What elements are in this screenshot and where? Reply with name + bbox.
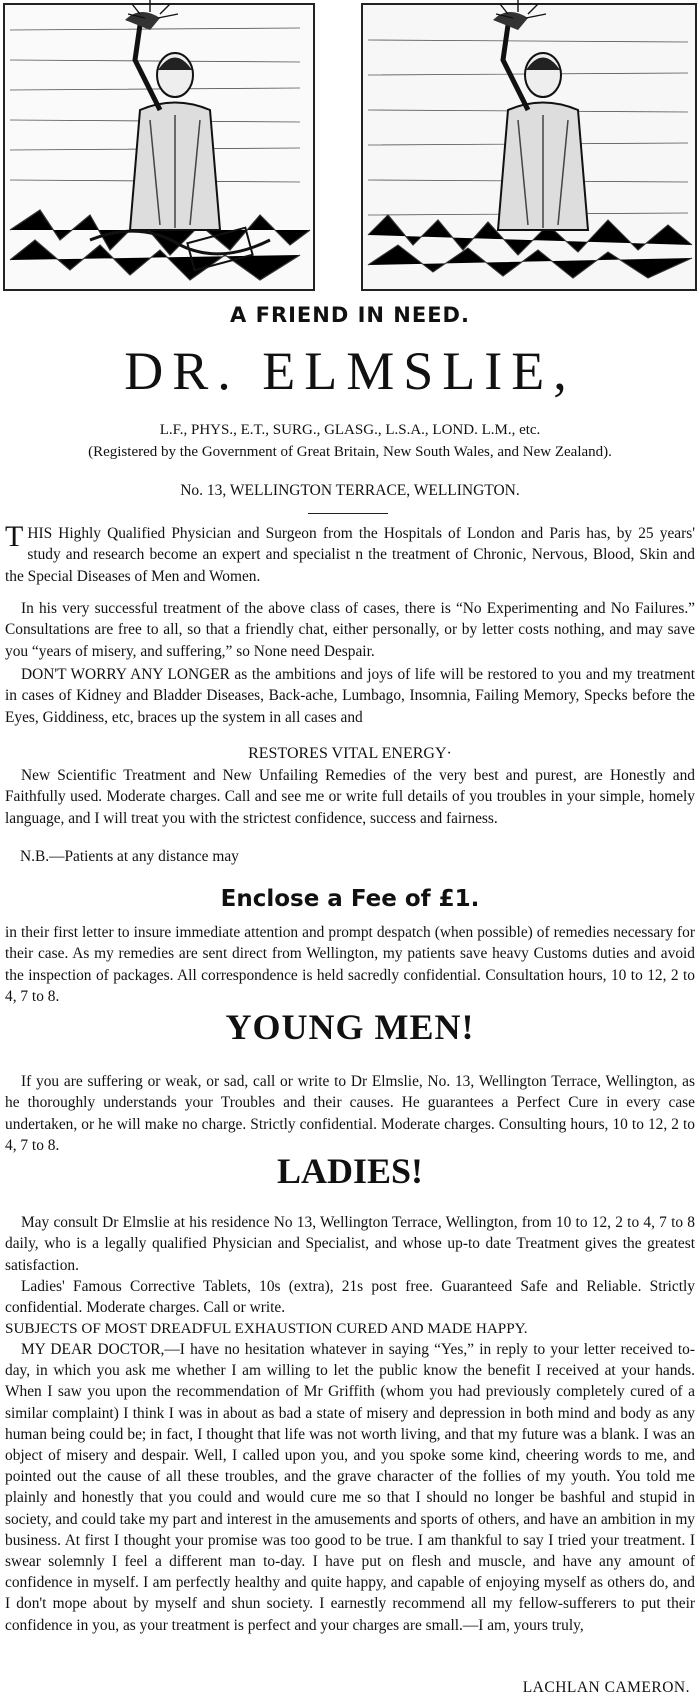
drop-cap: T bbox=[5, 520, 24, 553]
fee-paragraph: in their first letter to insure immediate attention and prompt despatch (when possible) of remedies necessary for their case. As my remedies are sent direct from Wellington, my patients save heavy Customs duties and avoid the inspection of packages. All correspondence is held sacredly confidential. Consultation hours, 10 to 12, 2 to 4, 7 to 8. bbox=[5, 924, 695, 1006]
intro-paragraph-1 bbox=[5, 520, 695, 587]
signature: LACHLAN CAMERON. bbox=[522, 1679, 690, 1696]
young-men-paragraph: If you are suffering or weak, or sad, call or write to Dr Elmslie, No. 13, Wellington Terrace, Wellington, as he thoroughly understands your Troubles and their causes. He guarantees a Perfect Cure in every case undertaken, or he will make no charge. Strictly confidential. Moderate charges. Consulting hours, 10 to 12, 2 to 4, 7 to 8. bbox=[5, 1073, 695, 1155]
engraving-right-svg bbox=[358, 0, 700, 293]
subjects-heading: SUBJECTS OF MOST DREADFUL EXHAUSTION CURED AND MADE HAPPY. bbox=[5, 1320, 528, 1337]
engraving-woman-torch-left-icon bbox=[0, 0, 318, 293]
intro-text-1: HIS Highly Qualified Physician and Surgeon from the Hospitals of London and Paris has, by 25 years' study and research become an expert and specialist n the treatment of Chronic, Nervous, Blood, Skin and the Special Diseases of Men and Women. bbox=[5, 525, 695, 585]
ladies-paragraph-2: Ladies' Famous Corrective Tablets, 10s (extra), 21s post free. Guaranteed Safe and Reliable. Strictly confidential. Moderate charges. Call or write. bbox=[5, 1278, 695, 1317]
engraving-left-svg bbox=[0, 0, 318, 293]
ladies-paragraph-1: May consult Dr Elmslie at his residence No 13, Wellington Terrace, Wellington, from 10 to 12, 2 to 4, 7 to 8 daily, who is a legally qualified Physician and Specialist, and whose up-to date Treatment gives the greatest satisfaction. bbox=[5, 1214, 695, 1274]
intro-paragraph-2: In his very successful treatment of the above class of cases, there is “No Experimenting and No Failures.” Consultations are free to all, so that a friendly chat, either personally, or by letter costs nothing, and may save you “years of misery, and suffering,” so None need Despair. bbox=[5, 600, 695, 660]
young-men-heading: YOUNG MEN! bbox=[225, 1007, 475, 1047]
testimonial-letter: MY DEAR DOCTOR,—I have no hesitation whatever in saying “Yes,” in reply to your letter received to-day, in which you ask me whether I am willing to let the public know the benefit I received at your hands. When I saw you upon the recommendation of Mr Griffith (whom you had previously completely cured of a similar complaint) I think I was in about as bad a state of misery and depression in both mind and body as any human being could be; in fact, I thought that life was not worth living, and that my future was a blank. I was an object of misery and despair. Well, I called upon you, and you spoke some kind, cheering words to me, and pointed out the cause of all these troubles, and the grave character of the follies of my youth. You told me plainly and honestly that you could and would cure me so that I should no longer be bashful and stupid in society, and could take my part and interest in the amusements and sports of others, and have an ambition in my business. At first I thought your promise was too good to be true. I am thankful to say I tried your treatment. I swear solemnly I feel a different man to-day. I have put on flesh and muscle, and have any amount of confidence in myself. I am perfectly healthy and quite happy, and capable of enjoying myself as others do, and I don't mope about by myself and shun society. I earnestly recommend all my fellow-sufferers to put their confidence in you, as your treatment is perfect and your charges are small.—I am, yours truly, bbox=[5, 1341, 695, 1634]
restores-heading: RESTORES VITAL ENERGY· bbox=[248, 745, 452, 762]
scientific-paragraph: New Scientific Treatment and New Unfailing Remedies of the very best and purest, are Honestly and Faithfully used. Moderate charges. Call and see me or write full details of you troubles in your simple, homely language, and I will treat you with the strictest confidence, success and fairness. bbox=[5, 767, 695, 827]
headline: A FRIEND IN NEED. bbox=[230, 303, 470, 327]
ladies-heading: LADIES! bbox=[276, 1151, 424, 1191]
credentials-line1: L.F., PHYS., E.T., SURG., GLASG., L.S.A., LOND. L.M., etc. bbox=[159, 422, 541, 438]
fee-heading: Enclose a Fee of £1. bbox=[220, 886, 480, 912]
credentials-line2: (Registered by the Government of Great Britain, New South Wales, and New Zealand). bbox=[88, 444, 612, 460]
divider-rule bbox=[308, 513, 388, 514]
engraving-woman-torch-right-icon bbox=[358, 0, 700, 293]
nb-line: N.B.—Patients at any distance may bbox=[20, 848, 239, 865]
doctor-name: DR. ELMSLIE, bbox=[124, 341, 576, 401]
address-line: No. 13, WELLINGTON TERRACE, WELLINGTON. bbox=[180, 482, 520, 499]
intro-paragraph-3: DON'T WORRY ANY LONGER as the ambitions and joys of life will be restored to you and my treatment in cases of Kidney and Bladder Diseases, Back-ache, Lumbago, Insomnia, Failing Memory, Specks before the Eyes, Giddiness, etc, braces up the system in all cases and bbox=[5, 666, 695, 726]
